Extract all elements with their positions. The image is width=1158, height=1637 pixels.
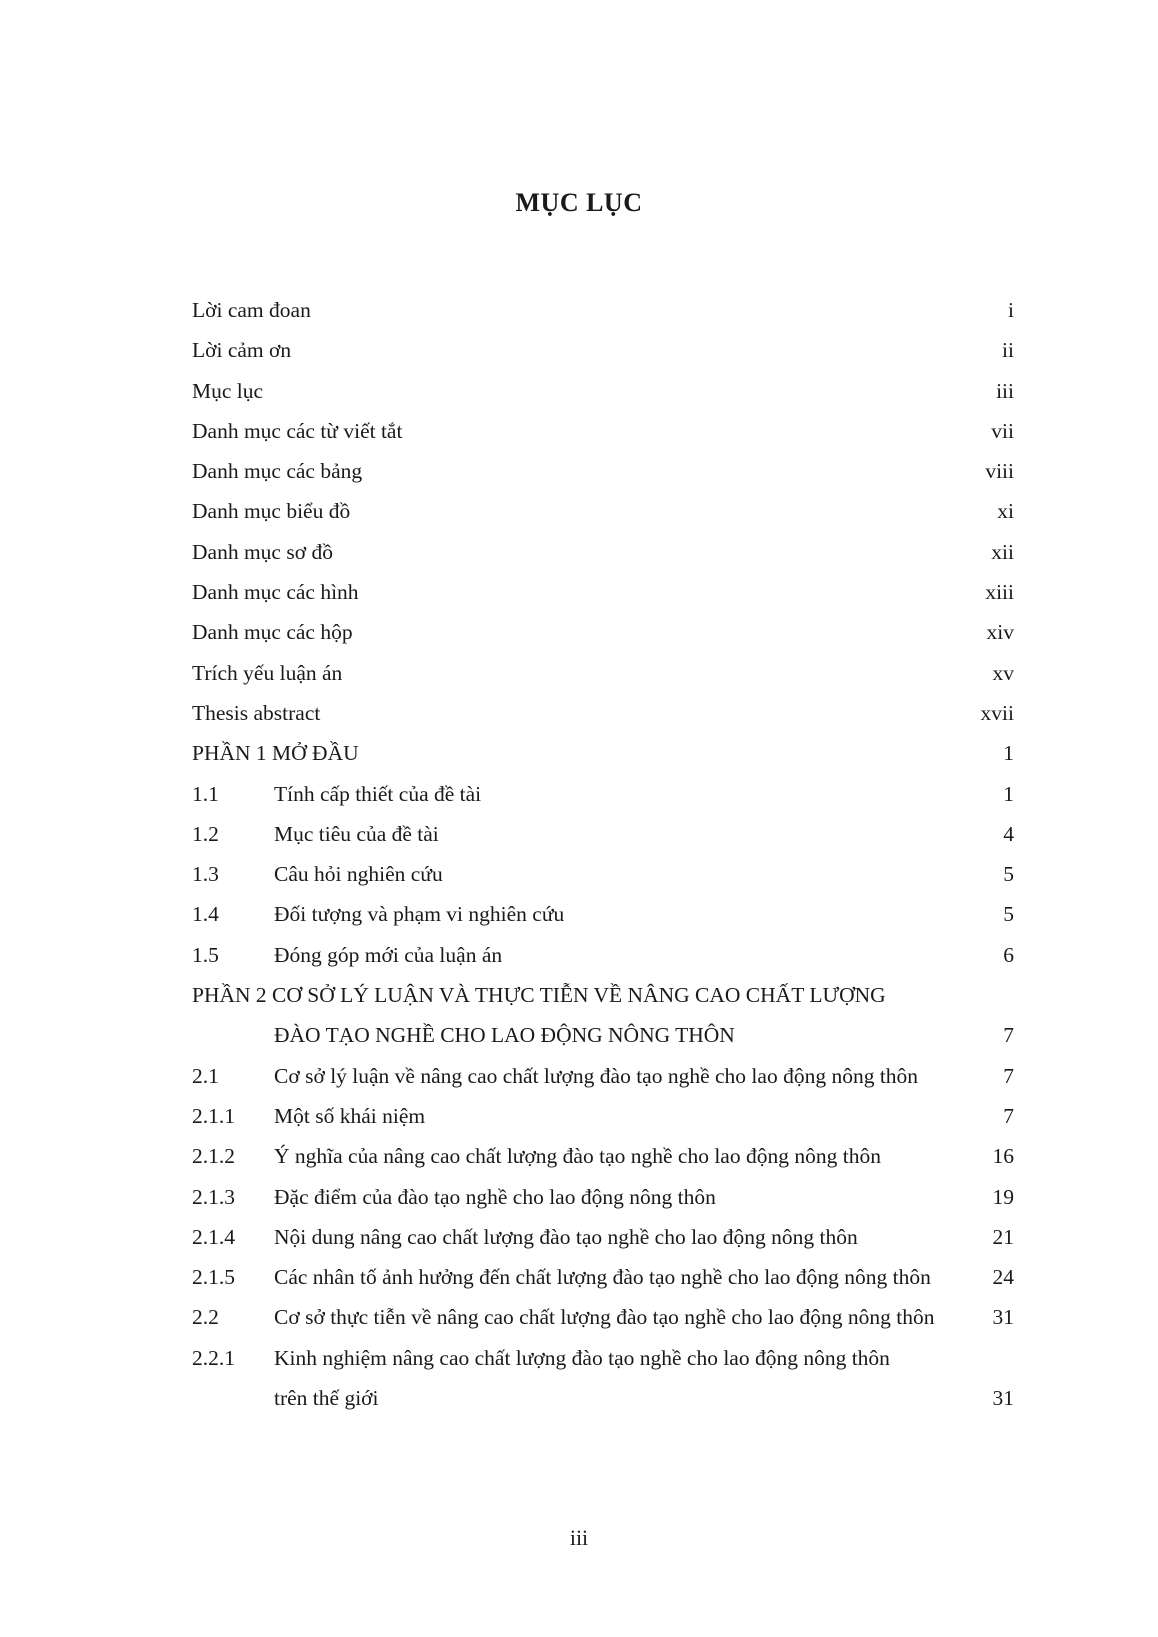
- toc-entry[interactable]: [192, 451, 1014, 491]
- toc-entry-page: 24: [992, 1265, 1014, 1290]
- toc-entry-page: 21: [992, 1224, 1014, 1249]
- toc-entry-page: 31: [992, 1386, 1014, 1411]
- toc-entry-number: 1.5: [192, 942, 219, 967]
- toc-entry-title: Đối tượng và phạm vi nghiên cứu: [274, 902, 565, 927]
- toc-entry-page: 1: [1003, 781, 1014, 806]
- toc-entry-page: xi: [997, 499, 1014, 524]
- toc-entry-title: Ý nghĩa của nâng cao chất lượng đào tạo nghề cho lao động nông thôn: [274, 1144, 881, 1169]
- toc-entry[interactable]: [192, 371, 1014, 411]
- toc-entry-page: xv: [992, 660, 1014, 685]
- page-number: iii: [569, 1525, 589, 1550]
- toc-entry[interactable]: [192, 935, 1014, 975]
- toc-entry[interactable]: [192, 1056, 1014, 1096]
- toc-entry[interactable]: [192, 491, 1014, 531]
- toc-entry-page: xvii: [980, 700, 1014, 725]
- toc-entry[interactable]: [192, 975, 1014, 1015]
- toc-entry[interactable]: [192, 532, 1014, 572]
- toc-entry-title: Một số khái niệm: [274, 1103, 426, 1128]
- toc-entry-number: 2.2: [192, 1305, 219, 1330]
- toc-entry-page: viii: [985, 459, 1014, 484]
- table-of-contents: [192, 290, 1014, 1418]
- toc-entry[interactable]: [192, 1257, 1014, 1297]
- toc-entry-title: PHẦN 1 MỞ ĐẦU: [192, 741, 359, 766]
- toc-entry-title: Nội dung nâng cao chất lượng đào tạo nghề cho lao động nông thôn: [274, 1224, 858, 1249]
- toc-entry-page: 7: [1003, 1063, 1014, 1088]
- toc-entry-number: 2.1.1: [192, 1103, 235, 1128]
- toc-entry[interactable]: [192, 411, 1014, 451]
- toc-entry[interactable]: [192, 774, 1014, 814]
- toc-entry[interactable]: [192, 1338, 1014, 1378]
- toc-entry-number: 1.3: [192, 862, 219, 887]
- toc-entry-title: Danh mục các hình: [192, 580, 359, 605]
- toc-entry-number: 1.4: [192, 902, 219, 927]
- toc-entry[interactable]: [192, 814, 1014, 854]
- page-title: MỤC LỤC: [515, 188, 643, 217]
- toc-entry-page: vii: [991, 418, 1014, 443]
- toc-entry-page: 4: [1003, 821, 1014, 846]
- toc-entry-page: i: [1008, 298, 1014, 322]
- toc-entry-page: 1: [1003, 741, 1014, 766]
- toc-entry-title: Trích yếu luận án: [192, 660, 343, 685]
- toc-entry[interactable]: [192, 1096, 1014, 1136]
- toc-entry[interactable]: [192, 1136, 1014, 1176]
- toc-entry-title: trên thế giới: [274, 1386, 379, 1411]
- toc-entry-title: Đóng góp mới của luận án: [274, 942, 503, 967]
- toc-entry[interactable]: [192, 854, 1014, 894]
- toc-entry-page: xiii: [985, 580, 1014, 605]
- toc-entry-page: 7: [1003, 1103, 1014, 1128]
- toc-entry-title: Cơ sở thực tiễn về nâng cao chất lượng đào tạo nghề cho lao động nông thôn: [274, 1305, 935, 1330]
- toc-entry[interactable]: [192, 894, 1014, 934]
- toc-entry-number: 1.2: [192, 821, 219, 846]
- toc-entry-page: 5: [1003, 902, 1014, 927]
- toc-entry[interactable]: [192, 1015, 1014, 1055]
- toc-entry-page: 6: [1003, 942, 1014, 967]
- toc-entry-title: Danh mục sơ đồ: [192, 539, 333, 564]
- toc-entry-page: 7: [1003, 1023, 1014, 1048]
- toc-entry-title: Lời cảm ơn: [192, 338, 292, 363]
- toc-entry-page: ii: [1002, 338, 1014, 363]
- toc-entry-page: 31: [992, 1305, 1014, 1330]
- toc-entry[interactable]: [192, 612, 1014, 652]
- toc-entry-title: Kinh nghiệm nâng cao chất lượng đào tạo nghề cho lao động nông thôn: [274, 1345, 890, 1370]
- toc-entry-page: iii: [996, 378, 1014, 403]
- toc-entry-title: Mục tiêu của đề tài: [274, 821, 439, 846]
- toc-entry-page: 19: [992, 1184, 1014, 1209]
- toc-entry-page: xiv: [986, 620, 1014, 645]
- toc-entry-title: Danh mục các hộp: [192, 620, 353, 645]
- toc-entry-title: Câu hỏi nghiên cứu: [274, 862, 443, 887]
- toc-entry[interactable]: [192, 1378, 1014, 1418]
- toc-entry-title: Mục lục: [192, 378, 264, 403]
- toc-entry[interactable]: [192, 1217, 1014, 1257]
- toc-entry-title: Cơ sở lý luận về nâng cao chất lượng đào tạo nghề cho lao động nông thôn: [274, 1063, 919, 1088]
- toc-entry-title: Thesis abstract: [192, 700, 321, 725]
- toc-entry-title: Danh mục biểu đồ: [192, 499, 351, 524]
- toc-entry[interactable]: [192, 1297, 1014, 1337]
- toc-entry[interactable]: [192, 330, 1014, 370]
- toc-entry-title: Đặc điểm của đào tạo nghề cho lao động nông thôn: [274, 1184, 716, 1209]
- toc-entry-title: PHẦN 2 CƠ SỞ LÝ LUẬN VÀ THỰC TIỄN VỀ NÂNG CAO CHẤT LƯỢNG: [192, 983, 886, 1008]
- toc-entry-number: 2.1.5: [192, 1265, 235, 1290]
- toc-entry-number: 2.1: [192, 1063, 219, 1088]
- toc-entry[interactable]: [192, 572, 1014, 612]
- toc-entry-number: 2.2.1: [192, 1345, 235, 1370]
- toc-entry[interactable]: [192, 653, 1014, 693]
- toc-entry-title: Danh mục các từ viết tắt: [192, 418, 403, 443]
- toc-entry[interactable]: [192, 1177, 1014, 1217]
- toc-entry-title: ĐÀO TẠO NGHỀ CHO LAO ĐỘNG NÔNG THÔN: [274, 1023, 735, 1048]
- toc-entry-number: 2.1.4: [192, 1224, 235, 1249]
- toc-entry-page: xii: [991, 539, 1014, 564]
- toc-entry[interactable]: [192, 693, 1014, 733]
- toc-entry-number: 2.1.3: [192, 1184, 235, 1209]
- toc-entry[interactable]: [192, 290, 1014, 330]
- toc-entry-page: 16: [992, 1144, 1014, 1169]
- toc-entry-title: Các nhân tố ảnh hưởng đến chất lượng đào tạo nghề cho lao động nông thôn: [274, 1265, 931, 1290]
- toc-entry-number: 1.1: [192, 781, 219, 806]
- toc-entry-page: 5: [1003, 862, 1014, 887]
- toc-entry-number: 2.1.2: [192, 1144, 235, 1169]
- toc-entry-title: Danh mục các bảng: [192, 459, 363, 484]
- toc-entry-title: Tính cấp thiết của đề tài: [274, 781, 482, 806]
- toc-entry-title: Lời cam đoan: [192, 298, 311, 322]
- toc-entry[interactable]: [192, 733, 1014, 773]
